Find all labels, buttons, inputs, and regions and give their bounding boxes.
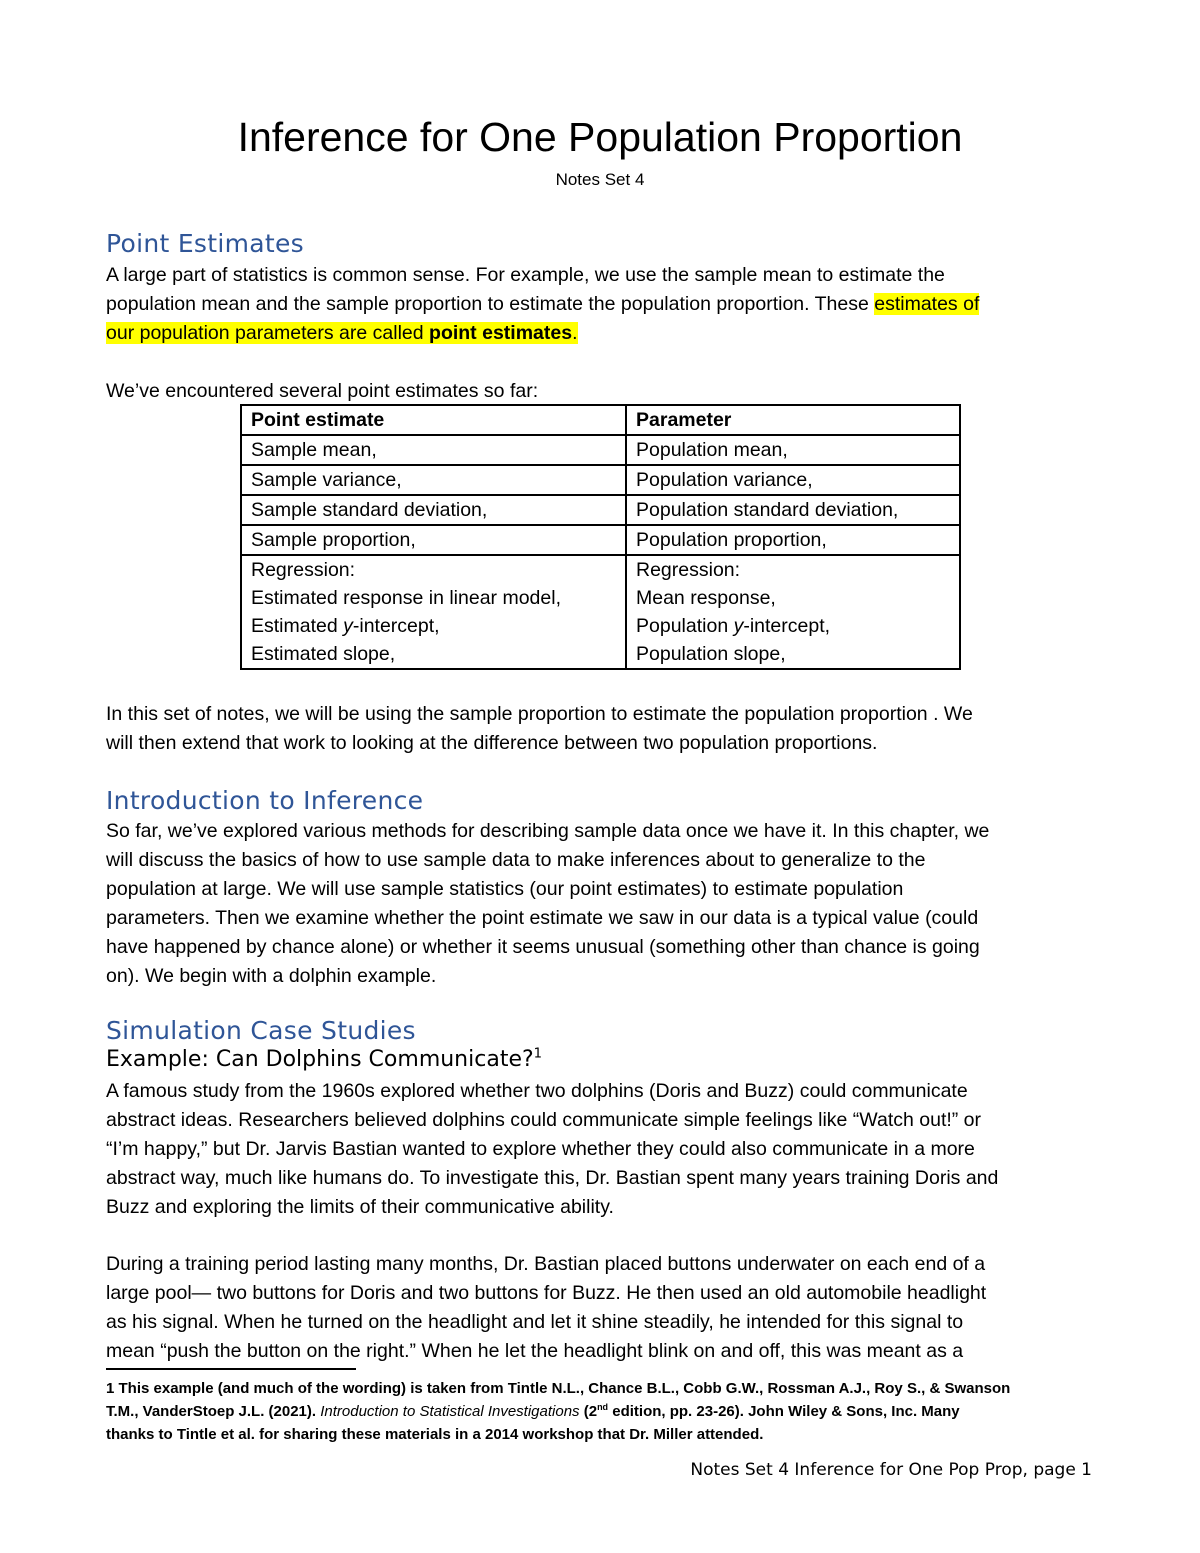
- table-cell: Population standard deviation,: [626, 495, 960, 525]
- text-run: population mean and the sample proportion to estimate the population proportion. These: [106, 293, 875, 315]
- bold-term-point-estimates: point estimates: [429, 322, 573, 344]
- table-header-row: [241, 405, 960, 435]
- footnote-marker: 1: [533, 1046, 543, 1062]
- superscript: nd: [597, 1402, 609, 1412]
- text-run: Population: [636, 615, 734, 637]
- highlighted-text: [106, 322, 578, 344]
- cell-line: Regression:: [251, 559, 356, 581]
- cell-line: Estimated slope,: [251, 643, 396, 665]
- text-run: T.M., VanderStoep J.L. (2021).: [106, 1403, 321, 1420]
- heading-introduction-to-inference: Introduction to Inference: [106, 786, 424, 815]
- point-estimates-table: [240, 404, 961, 670]
- table-row: [241, 435, 960, 465]
- cell-line: Estimated response in linear model,: [251, 587, 561, 609]
- table-cell: Sample mean,: [241, 435, 626, 465]
- italic-variable: y: [733, 615, 744, 637]
- point-estimates-paragraph: [106, 261, 1106, 348]
- dolphin-study-paragraph: [106, 1077, 1106, 1222]
- paragraph-line: will then extend that work to looking at the difference between two population proportions.: [106, 732, 878, 754]
- paragraph-line: Buzz and exploring the limits of their communicative ability.: [106, 1196, 614, 1218]
- paragraph-line: population at large. We will use sample statistics (our point estimates) to estimate population: [106, 878, 904, 900]
- paragraph-line: large pool— two buttons for Doris and two buttons for Buzz. He then used an old automobile headlight: [106, 1282, 987, 1304]
- cell-line: Population slope,: [636, 643, 786, 665]
- paragraph-line: abstract way, much like humans do. To investigate this, Dr. Bastian spent many years training Doris and: [106, 1167, 999, 1189]
- footnote-separator: [106, 1368, 356, 1370]
- paragraph-line: on). We begin with a dolphin example.: [106, 965, 437, 987]
- paragraph-line: as his signal. When he turned on the headlight and let it shine steadily, he intended for this signal to: [106, 1311, 964, 1333]
- column-header-point-estimate: Point estimate: [241, 405, 626, 435]
- paragraph-line: During a training period lasting many months, Dr. Bastian placed buttons underwater on each end of a: [106, 1253, 986, 1275]
- paragraph-line: “I’m happy,” but Dr. Jarvis Bastian wanted to explore whether they could also communicate in a more: [106, 1138, 975, 1160]
- table-cell: Population variance,: [626, 465, 960, 495]
- paragraph-line: abstract ideas. Researchers believed dolphins could communicate simple feelings like “Watch out!” or: [106, 1109, 982, 1131]
- paragraph-line: parameters. Then we examine whether the point estimate we saw in our data is a typical value (could: [106, 907, 979, 929]
- table-row: [241, 465, 960, 495]
- table-cell: Population proportion,: [626, 525, 960, 555]
- footnote-line: thanks to Tintle et al. for sharing these materials in a 2014 workshop that Dr. Miller attended.: [106, 1426, 764, 1443]
- table-cell: Population mean,: [626, 435, 960, 465]
- table-cell: [241, 555, 626, 669]
- paragraph-line: In this set of notes, we will be using the sample proportion to estimate the population proportion . We: [106, 703, 973, 725]
- footnote-line: [106, 1400, 1106, 1423]
- document-title: Inference for One Population Proportion: [237, 114, 963, 160]
- paragraph-line: A large part of statistics is common sense. For example, we use the sample mean to estimate the: [106, 264, 945, 286]
- text-run: Estimated: [251, 615, 344, 637]
- paragraph-line: mean “push the button on the right.” When he let the headlight blink on and off, this was meant as a: [106, 1340, 964, 1362]
- paragraph-line: [106, 319, 1106, 348]
- italic-variable: y: [343, 615, 353, 637]
- footnote-line: 1 This example (and much of the wording) is taken from Tintle N.L., Chance B.L., Cobb G.W., Rossman A.J., Roy S., & Swanson: [106, 1380, 1011, 1397]
- paragraph-line: will discuss the basics of how to use sample data to make inferences about to generalize to the: [106, 849, 926, 871]
- table-row-regression: [241, 555, 960, 669]
- table-row: [241, 495, 960, 525]
- table-intro-line: We’ve encountered several point estimates so far:: [106, 380, 539, 402]
- table-cell: [626, 555, 960, 669]
- table-row: [241, 525, 960, 555]
- example-heading-text: Example: Can Dolphins Communicate?: [106, 1047, 534, 1072]
- cell-line: Mean response,: [636, 587, 776, 609]
- text-run: edition, pp. 23-26). John Wiley & Sons, Inc. Many: [608, 1403, 960, 1420]
- table-cell: Sample standard deviation,: [241, 495, 626, 525]
- cell-line: [251, 612, 616, 640]
- table-cell: Sample variance,: [241, 465, 626, 495]
- text-run: our population parameters are called: [106, 322, 430, 344]
- training-period-paragraph: [106, 1250, 1106, 1366]
- paragraph-line: have happened by chance alone) or whether it seems unusual (something other than chance is going: [106, 936, 980, 958]
- footnote: [106, 1377, 1106, 1446]
- document-subtitle: Notes Set 4: [555, 170, 645, 189]
- intro-inference-paragraph: [106, 817, 1106, 991]
- cell-line: [636, 612, 950, 640]
- heading-simulation-case-studies: Simulation Case Studies: [106, 1016, 416, 1045]
- column-header-parameter: Parameter: [626, 405, 960, 435]
- paragraph-line: [106, 290, 1106, 319]
- page-footer: Notes Set 4 Inference for One Pop Prop, page 1: [690, 1460, 1092, 1480]
- heading-point-estimates: Point Estimates: [106, 229, 304, 258]
- text-run: -intercept,: [743, 615, 831, 637]
- sample-proportion-paragraph: [106, 700, 1106, 758]
- text-run: .: [572, 322, 578, 344]
- example-heading: [106, 1046, 542, 1074]
- book-title: Introduction to Statistical Investigations: [320, 1403, 580, 1420]
- text-run: (2: [579, 1403, 598, 1420]
- highlighted-text: estimates of: [874, 293, 980, 315]
- table-cell: Sample proportion,: [241, 525, 626, 555]
- text-run: -intercept,: [352, 615, 440, 637]
- paragraph-line: So far, we’ve explored various methods for describing sample data once we have it. In this chapter, we: [106, 820, 990, 842]
- cell-line: Regression:: [636, 559, 741, 581]
- paragraph-line: A famous study from the 1960s explored whether two dolphins (Doris and Buzz) could communicate: [106, 1080, 968, 1102]
